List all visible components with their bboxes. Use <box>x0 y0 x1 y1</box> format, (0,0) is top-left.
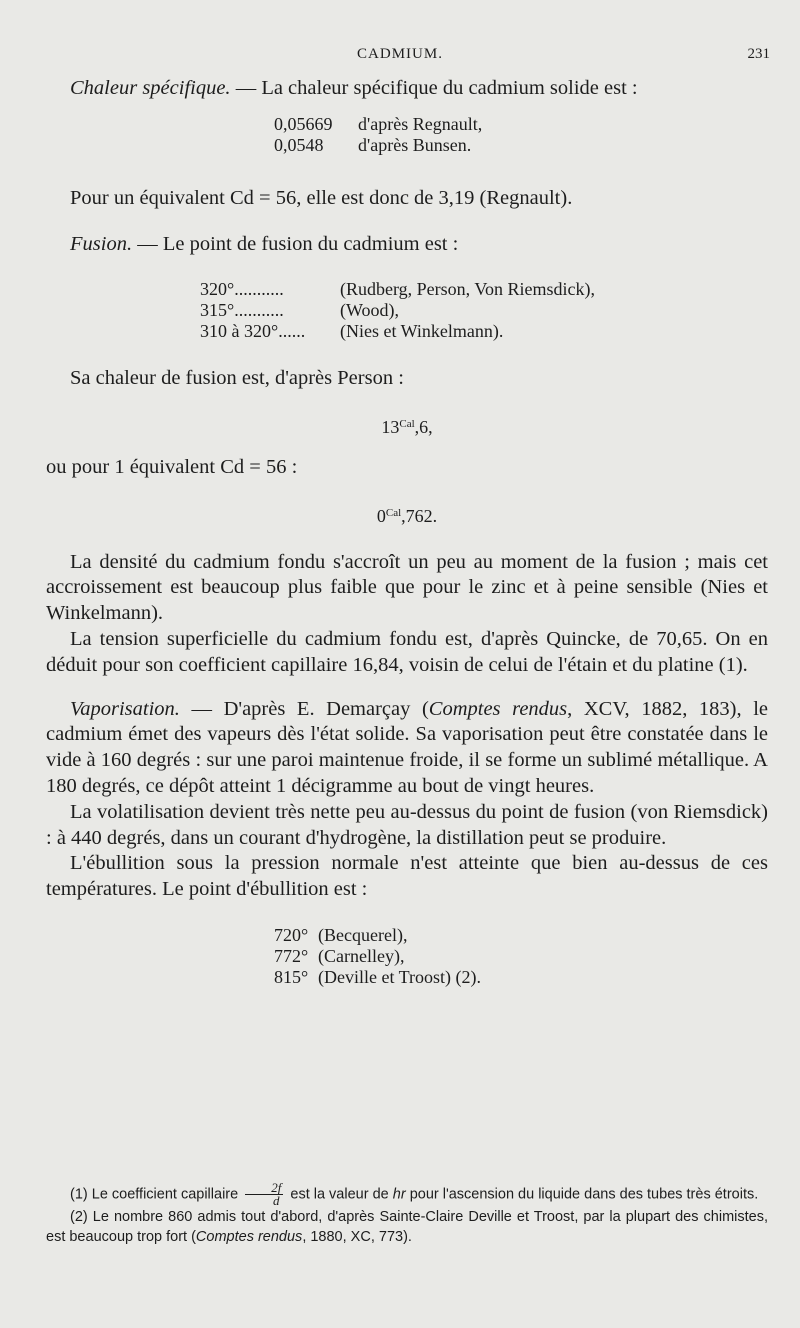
boiling-table <box>274 925 768 988</box>
density-paragraph: La densité du cadmium fondu s'accroît un peu au moment de la fusion ; mais cet accroissement est beaucoup plus faible que pour le zinc et à peine sensible (Nies et Winkelmann). <box>46 550 768 625</box>
specific-heat-heading: Chaleur spécifique. <box>70 77 231 99</box>
table-row: 772° (Carnelley), <box>274 945 405 966</box>
volatilisation-paragraph: La volatilisation devient très nette peu au-dessus du point de fusion (von Riemsdick) : à 440 degrés, dans un courant d'hydrogène, la distillation peut se produire. <box>46 800 768 849</box>
boiling-paragraph: L'ébullition sous la pression normale n'est atteinte que bien au-dessus de ces températures. Le point d'ébullition est : <box>46 852 768 901</box>
vaporisation-paragraph: Vaporisation. — D'après E. Demarçay (Comptes rendus, XCV, 1882, 183), le cadmium émet des vapeurs dès l'état solide. Sa vaporisation peut être constatée dans le vide à 160 degrés : sur une paroi maintenue froide, il se forme un sublimé métallique. A 180 degrés, ce dépôt atteint 1 décigramme au bout de vingt heures. <box>46 697 768 797</box>
table-row: 0,05669 d'après Regnault, <box>274 113 483 134</box>
fusion-intro: Fusion. — Le point de fusion du cadmium est : <box>70 232 459 255</box>
fusion-heat-value: $13^{Cal},6$, <box>381 417 433 438</box>
table-row: 720° (Becquerel), <box>274 924 408 945</box>
fusion-table <box>200 279 768 342</box>
table-row: 310 à 320°...... (Nies et Winkelmann). <box>200 321 504 342</box>
footnotes <box>46 1182 768 1247</box>
specific-heat-equivalent: Pour un équivalent Cd = 56, elle est donc de 3,19 (Regnault). <box>70 186 573 209</box>
fusion-heat-line: Sa chaleur de fusion est, d'après Person : <box>70 367 404 390</box>
page-number: 231 <box>747 46 770 62</box>
vaporisation-heading: Vaporisation. <box>70 697 180 720</box>
specific-heat-intro: Chaleur spécifique. — La chaleur spécifique du cadmium solide est : <box>70 77 638 99</box>
fraction: $\frac{2f}{d}$ <box>245 1182 283 1207</box>
fusion-equivalent-value: $0^{Cal},762$. <box>376 505 438 526</box>
table-row: 815° (Deville et Troost) (2). <box>274 966 481 987</box>
fusion-heading: Fusion. <box>70 232 133 255</box>
footnote-2: (2) Le nombre 860 admis tout d'abord, d'après Sainte-Claire Deville et Troost, par la plupart des chimistes, est beaucoup trop fort (Comptes rendus, 1880, XC, 773). <box>46 1209 768 1245</box>
table-row: 0,0548 d'après Bunsen. <box>274 134 472 155</box>
running-header: CADMIUM. <box>357 46 443 62</box>
table-row: 320°........... (Rudberg, Person, Von Riemsdick), <box>200 279 595 300</box>
footnote-1: (1) Le coefficient capillaire $\frac{2f}{d}$ est la valeur de hr pour l'ascension du liquide dans des tubes très étroits. <box>70 1180 759 1208</box>
specific-heat-table <box>274 114 768 156</box>
table-row: 315°........... (Wood), <box>200 300 400 321</box>
tension-paragraph: La tension superficielle du cadmium fondu est, d'après Quincke, de 70,65. On en déduit pour son coefficient capillaire 16,84, voisin de celui de l'étain et du platine (1). <box>46 627 768 676</box>
fusion-equivalent-line: ou pour 1 équivalent Cd = 56 : <box>46 455 298 478</box>
main-text <box>46 76 768 988</box>
